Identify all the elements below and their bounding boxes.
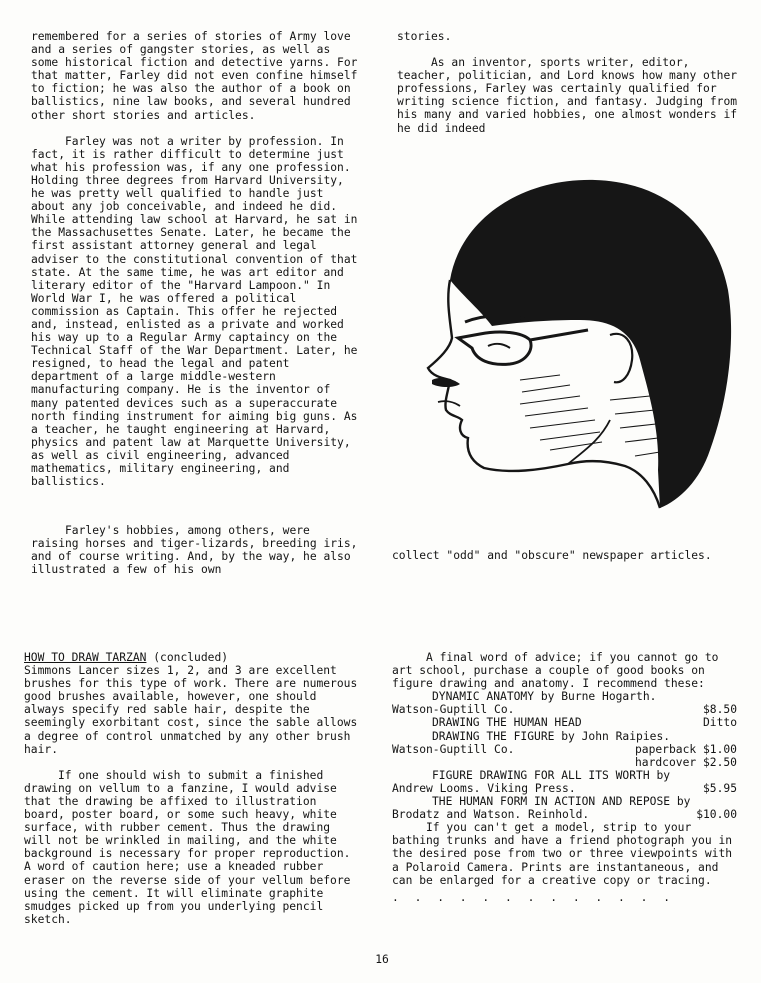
paragraph: stories. — [397, 30, 452, 43]
book-title: THE HUMAN FORM IN ACTION AND REPOSE by — [432, 795, 691, 809]
section-heading-suffix: (concluded) — [146, 651, 229, 664]
book-price: Ditto — [702, 716, 737, 730]
portrait-illustration — [410, 170, 735, 515]
book-publisher: Watson-Guptill Co. — [392, 703, 515, 717]
article-column-left — [31, 30, 361, 488]
paragraph: Simmons Lancer sizes 1, 2, and 3 are excellent brushes for this type of work. There are numerous good brushes available, however, one should always specify red sable hair, despite the seemingly exorbitant cost, since the sable allows a degree of control unmatched by any other brush hair. — [24, 664, 358, 756]
article-column-right — [397, 30, 742, 135]
book-title: DYNAMIC ANATOMY by Burne Hogarth. — [432, 690, 657, 704]
paragraph: If one should wish to submit a finished drawing on vellum to a fanzine, I would advise that the drawing be affixed to illustration board, poster board, or some such heavy, white surface, with rubber cement. Thus the drawing will not be wrinkled in mailing, and the white background is necessary for proper reproduction. A word of caution here; use a kneaded rubber eraser on the reverse side of your vellum before using the cement. It will eliminate graphite smudges picked up from you underlying pencil sketch. — [24, 768, 351, 926]
paragraph: If you can't get a model, strip to your bathing trunks and have a friend photograph you in the desired pose from two or three viewpoints with a Polaroid Camera. Prints are instantaneous, and can be enlarged for a creative copy or tracing. — [392, 821, 733, 887]
book-price: $8.50 — [702, 703, 737, 717]
page-number: 16 — [375, 953, 389, 966]
book-publisher: Andrew Looms. Viking Press. — [392, 781, 576, 795]
tarzan-column-right — [392, 651, 737, 904]
book-price: $5.95 — [702, 781, 737, 795]
book-entry — [392, 808, 737, 821]
book-entry — [392, 782, 737, 795]
book-entry — [392, 703, 737, 716]
book-price-paperback: paperback $1.00 — [634, 742, 737, 756]
paragraph: As an inventor, sports writer, editor, teacher, politician, and Lord knows how many other professions, Farley was certainly qualified for writing science fiction, and fantasy. Judging from his many and varied hobbies, one almost wonders if he did indeed — [397, 56, 738, 135]
paragraph: remembered for a series of stories of Army love and a series of gangster stories, as well as some historical fiction and detective yarns. For that matter, Farley did not even confine himself to fiction; he was also the author of a book on ballistics, nine law books, and several hundred other short stories and articles. — [31, 30, 358, 122]
book-publisher: Watson-Guptill Co. — [392, 742, 515, 756]
article-column-left-continued — [31, 524, 361, 576]
section-heading-title: HOW TO DRAW TARZAN — [24, 651, 147, 664]
book-title: FIGURE DRAWING FOR ALL ITS WORTH by — [432, 768, 671, 782]
section-divider-dots: . . . . . . . . . . . . . — [392, 890, 671, 904]
paragraph: A final word of advice; if you cannot go to art school, purchase a couple of good books on figure drawing and anatomy. I recommend these: — [392, 651, 719, 691]
book-price: $10.00 — [696, 808, 737, 822]
book-title: DRAWING THE HUMAN HEAD — [432, 716, 582, 730]
article-column-right-continued — [392, 549, 737, 562]
paragraph: Farley's hobbies, among others, were raising horses and tiger-lizards, breeding iris, and of course writing. And, by the way, he also illustrated a few of his own — [31, 524, 358, 577]
book-publisher: Brodatz and Watson. Reinhold. — [392, 808, 590, 822]
paragraph: Farley was not a writer by profession. In fact, it is rather difficult to determine just what his profession was, if any one profession. Holding three degrees from Harvard University, he was pretty well qualified to handle just about any job conceivable, and indeed he did. While attending law school at Harvard, he sat in the Massachusettes Senate. Later, he became the first assistant attorney general and legal adviser to the constitutional convention of that state. At the same time, he was art editor and literary editor of the "Harvard Lampoon." In World War I, he was offered a political commission as Captain. This offer he rejected and, instead, enlisted as a private and worked his way up to a Regular Army captaincy on the Technical Staff of the War Department. Later, he resigned, to head the legal and patent department of a large middle-western manufacturing company. He is the inventor of many patented devices such as a superaccurate north finding instrument for aiming big guns. As a teacher, he taught engineering at Harvard, physics and patent law at Marquette University, as well as civil engineering, advanced mathematics, military engineering, and ballistics. — [31, 134, 358, 489]
book-price-hardcover: hardcover $2.50 — [634, 755, 737, 769]
tarzan-column-left — [24, 651, 362, 926]
book-entry — [392, 716, 737, 729]
section-heading — [24, 651, 362, 664]
paragraph: collect "odd" and "obscure" newspaper articles. — [392, 549, 712, 562]
book-entry — [392, 743, 737, 756]
book-title: DRAWING THE FIGURE by John Raipies. — [432, 729, 671, 743]
book-list — [392, 690, 737, 821]
